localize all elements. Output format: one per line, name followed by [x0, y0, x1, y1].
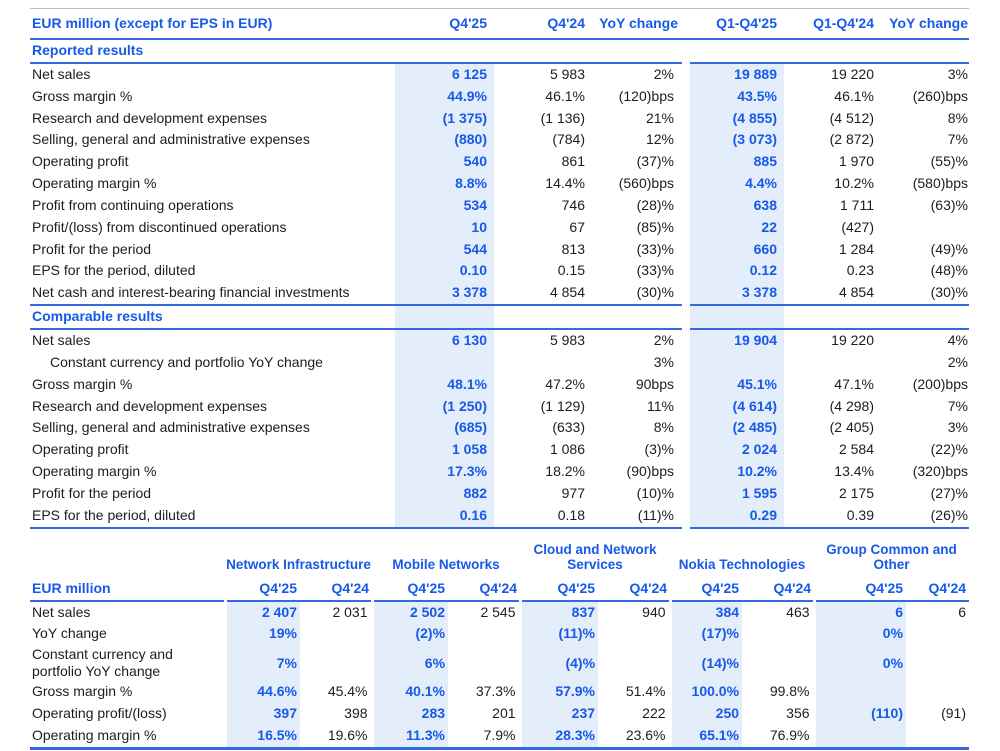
value-cell: 2% [947, 353, 968, 370]
table-row [30, 483, 969, 505]
value-cell: 0.10 [395, 260, 494, 282]
value-cell: 51.4% [625, 683, 666, 700]
value-cell: (37)% [636, 153, 674, 170]
value-cell: 65.1% [670, 725, 742, 748]
row-label: Gross margin % [32, 87, 133, 104]
value-cell: 8% [947, 109, 968, 126]
value-cell: 22 [686, 217, 784, 239]
row-label: Constant currency and portfolio YoY change [50, 353, 323, 370]
value-cell: 283 [372, 703, 448, 725]
value-cell: (26)% [882, 505, 969, 528]
value-cell: 201 [492, 705, 516, 722]
value-cell: (2 405) [829, 419, 874, 436]
value-cell: 1 970 [838, 153, 874, 170]
value-cell: (2)% [372, 623, 448, 645]
value-cell [882, 217, 969, 239]
value-cell: (560)bps [618, 175, 674, 192]
value-cell [300, 623, 372, 645]
value-cell [395, 352, 494, 374]
period-header: Q4'24 [906, 576, 969, 601]
value-cell: 0.16 [395, 505, 494, 528]
value-cell: (10)% [636, 484, 674, 501]
value-cell: 1 284 [838, 240, 874, 257]
value-cell: 4% [947, 331, 968, 348]
value-cell: 940 [642, 603, 666, 620]
corner-spacer [30, 535, 225, 576]
group-header-row [30, 535, 969, 576]
value-cell: (85)% [636, 218, 674, 235]
value-cell: 0.15 [557, 262, 585, 279]
value-cell: (320)bps [912, 463, 968, 480]
table-row [30, 260, 969, 282]
value-cell: 3% [947, 65, 968, 82]
value-cell: 222 [642, 705, 666, 722]
period-header: Q4'24 [598, 576, 670, 601]
value-cell: 356 [786, 705, 810, 722]
value-cell: 837 [520, 601, 598, 624]
value-cell: (33)% [636, 262, 674, 279]
value-cell: (4)% [520, 645, 598, 681]
value-cell: 5 983 [549, 65, 585, 82]
value-cell: 0.23 [846, 262, 874, 279]
value-cell: 0% [814, 645, 906, 681]
row-label: Research and development expenses [32, 109, 268, 126]
table-row [30, 329, 969, 352]
value-cell: 0.29 [686, 505, 784, 528]
value-cell: 16.5% [225, 725, 300, 748]
row-label: Operating profit/(loss) [32, 705, 167, 722]
value-cell [448, 645, 520, 681]
value-cell [742, 623, 814, 645]
value-cell [395, 39, 494, 63]
table-row [30, 417, 969, 439]
period-header: Q4'24 [448, 576, 520, 601]
value-cell: 2% [653, 65, 674, 82]
column-header: Q4'24 [494, 9, 593, 40]
value-cell: 10.2% [834, 175, 874, 192]
value-cell: 5 983 [549, 331, 585, 348]
value-cell: (48)% [930, 262, 968, 279]
value-cell [686, 39, 784, 63]
value-cell: 0.12 [686, 260, 784, 282]
value-cell: 882 [395, 483, 494, 505]
value-cell [784, 305, 882, 329]
value-cell [593, 305, 686, 329]
value-cell: 544 [395, 239, 494, 261]
value-cell: 44.6% [225, 681, 300, 703]
column-header: YoY change [882, 9, 969, 40]
value-cell [784, 352, 882, 374]
value-cell: 1 058 [395, 439, 494, 461]
consolidated-table-body [30, 39, 969, 528]
value-cell: 57.9% [520, 681, 598, 703]
value-cell: 6 130 [395, 329, 494, 352]
table-row [30, 681, 969, 703]
value-cell: (27)% [930, 484, 968, 501]
value-cell: 977 [561, 484, 585, 501]
value-cell: 19 889 [686, 63, 784, 86]
value-cell: 28.3% [520, 725, 598, 748]
value-cell [494, 352, 593, 374]
value-cell: 12% [645, 131, 674, 148]
value-cell: 19 220 [831, 65, 874, 82]
value-cell: 48.1% [395, 374, 494, 396]
value-cell: (1 250) [395, 396, 494, 418]
value-cell: 4 854 [838, 284, 874, 301]
value-cell: 2 584 [838, 441, 874, 458]
value-cell: 13.4% [834, 463, 874, 480]
table-row [30, 108, 969, 130]
period-header-row [30, 576, 969, 601]
group-header: Cloud and Network Services [533, 541, 657, 573]
group-header: Group Common and Other [826, 541, 957, 573]
value-cell: 19.6% [300, 725, 372, 748]
value-cell [906, 623, 969, 645]
value-cell: 2 175 [838, 484, 874, 501]
value-cell: (63)% [930, 196, 968, 213]
value-cell: 23.6% [598, 725, 670, 748]
value-cell: 250 [670, 703, 742, 725]
value-cell: 40.1% [372, 681, 448, 703]
group-header: Mobile Networks [392, 557, 500, 573]
period-header: Q4'25 [814, 576, 906, 601]
corner-label: EUR million [30, 576, 225, 601]
value-cell: 8.8% [395, 173, 494, 195]
value-cell: 2 502 [372, 601, 448, 624]
value-cell: (1 129) [540, 397, 585, 414]
value-cell: 3 378 [686, 282, 784, 305]
value-cell: 4.4% [686, 173, 784, 195]
row-label: Profit for the period [32, 240, 152, 257]
value-cell: 19% [225, 623, 300, 645]
value-cell: 7% [947, 397, 968, 414]
value-cell: (28)% [636, 196, 674, 213]
row-label: YoY change [32, 625, 107, 642]
value-cell: 463 [786, 603, 810, 620]
value-cell: (1 136) [540, 109, 585, 126]
value-cell: 0.18 [494, 505, 593, 528]
value-cell: 14.4% [545, 175, 585, 192]
value-cell: 99.8% [769, 683, 810, 700]
row-label: Operating margin % [30, 725, 225, 748]
value-cell: 237 [520, 703, 598, 725]
value-cell [814, 725, 906, 748]
section-title: Comparable results [30, 305, 395, 329]
value-cell: 6% [372, 645, 448, 681]
table-row [30, 352, 969, 374]
period-header: Q4'25 [225, 576, 300, 601]
value-cell: 7% [225, 645, 300, 681]
table-row [30, 239, 969, 261]
value-cell [494, 305, 593, 329]
value-cell: (633) [552, 419, 585, 436]
value-cell: 2 031 [332, 603, 368, 620]
consolidated-table-header [30, 9, 969, 40]
value-cell: 46.1% [545, 87, 585, 104]
value-cell: 861 [561, 153, 585, 170]
period-header: Q4'25 [670, 576, 742, 601]
table-row [30, 461, 969, 483]
value-cell: (30)% [636, 284, 674, 301]
value-cell: 2 407 [225, 601, 300, 624]
value-cell: 6 125 [395, 63, 494, 86]
value-cell [742, 645, 814, 681]
row-label: Research and development expenses [32, 397, 268, 414]
value-cell: (14)% [670, 645, 742, 681]
group-header: Network Infrastructure [226, 557, 371, 573]
section-title: Reported results [30, 39, 395, 63]
value-cell: 67 [569, 218, 585, 235]
row-label: Operating profit [32, 441, 129, 458]
value-cell [395, 305, 494, 329]
value-cell: 17.3% [395, 461, 494, 483]
value-cell: (685) [395, 417, 494, 439]
segment-table-header [30, 535, 969, 601]
value-cell: 47.1% [834, 375, 874, 392]
column-header: Q1-Q4'24 [784, 9, 882, 40]
value-cell: 7% [947, 131, 968, 148]
value-cell: 397 [225, 703, 300, 725]
value-cell [494, 39, 593, 63]
row-label: Selling, general and administrative expenses [32, 419, 310, 436]
value-cell: 534 [395, 195, 494, 217]
value-cell [593, 39, 686, 63]
value-cell: (880) [395, 129, 494, 151]
value-cell [598, 645, 670, 681]
value-cell: 1 595 [686, 483, 784, 505]
value-cell: 21% [645, 109, 674, 126]
table-row [30, 725, 969, 748]
row-label: EPS for the period, diluted [30, 505, 395, 528]
value-cell: 90bps [635, 375, 674, 392]
group-header: Nokia Technologies [678, 557, 806, 573]
value-cell: (30)% [930, 284, 968, 301]
value-cell: 885 [686, 151, 784, 173]
value-cell: 47.2% [545, 375, 585, 392]
segment-table-body [30, 601, 969, 749]
row-label: Net sales [32, 65, 91, 82]
value-cell: 3% [947, 419, 968, 436]
value-cell: (580)bps [912, 175, 968, 192]
row-label: Operating margin % [32, 463, 157, 480]
value-cell [686, 352, 784, 374]
value-cell: (3 073) [686, 129, 784, 151]
table-row [30, 703, 969, 725]
value-cell: (784) [552, 131, 585, 148]
row-label: Selling, general and administrative expenses [32, 131, 310, 148]
table-row [30, 601, 969, 624]
value-cell [598, 623, 670, 645]
value-cell: 540 [395, 151, 494, 173]
value-cell [906, 725, 969, 748]
value-cell: 19 904 [686, 329, 784, 352]
period-header: Q4'24 [300, 576, 372, 601]
value-cell [686, 305, 784, 329]
consolidated-results-table [30, 8, 969, 529]
row-label: Constant currency and portfolio YoY change [32, 645, 173, 680]
value-cell: 3% [653, 353, 674, 370]
value-cell: 4 854 [549, 284, 585, 301]
column-header: Q4'25 [395, 9, 494, 40]
value-cell: 6 [814, 601, 906, 624]
value-cell: 398 [344, 705, 368, 722]
value-cell: 45.4% [327, 683, 368, 700]
value-cell: (11)% [593, 505, 686, 528]
value-cell [300, 645, 372, 681]
table-row [30, 173, 969, 195]
value-cell: 100.0% [670, 681, 742, 703]
row-label: Operating profit [32, 153, 129, 170]
value-cell: (49)% [930, 240, 968, 257]
column-header: Q1-Q4'25 [686, 9, 784, 40]
section-title-row [30, 39, 969, 63]
value-cell: 45.1% [686, 374, 784, 396]
row-label: Gross margin % [32, 375, 133, 392]
table-row [30, 151, 969, 173]
value-cell: (4 512) [829, 109, 874, 126]
value-cell: (1 375) [395, 108, 494, 130]
period-header: Q4'25 [520, 576, 598, 601]
value-cell: 46.1% [834, 87, 874, 104]
value-cell: (4 855) [686, 108, 784, 130]
value-cell: (200)bps [912, 375, 968, 392]
table-row [30, 623, 969, 645]
value-cell: 18.2% [545, 463, 585, 480]
value-cell: (90)bps [626, 463, 674, 480]
value-cell [882, 305, 969, 329]
value-cell: 813 [561, 240, 585, 257]
value-cell: 1 711 [840, 196, 874, 213]
value-cell: (260)bps [912, 87, 968, 104]
value-cell: 11.3% [372, 725, 448, 748]
table-row [30, 396, 969, 418]
value-cell: 37.3% [475, 683, 516, 700]
row-label: Net sales [32, 331, 91, 348]
value-cell: 10.2% [686, 461, 784, 483]
value-cell: 384 [670, 601, 742, 624]
value-cell: 76.9% [742, 725, 814, 748]
value-cell: (2 872) [829, 131, 874, 148]
value-cell: 660 [686, 239, 784, 261]
row-label: Profit for the period [32, 484, 152, 501]
value-cell: (110) [814, 703, 906, 725]
value-cell: 0.39 [784, 505, 882, 528]
table-row [30, 86, 969, 108]
row-label: Net cash and interest-bearing financial investments [32, 284, 350, 301]
value-cell: 2 545 [480, 603, 516, 620]
value-cell: 10 [395, 217, 494, 239]
value-cell [448, 623, 520, 645]
value-cell: 1 086 [549, 441, 585, 458]
table-row [30, 374, 969, 396]
value-cell: (22)% [930, 441, 968, 458]
column-header: EUR million (except for EPS in EUR) [30, 9, 395, 40]
section-title-row [30, 305, 969, 329]
value-cell [784, 39, 882, 63]
value-cell: 44.9% [395, 86, 494, 108]
value-cell [814, 681, 906, 703]
table-row [30, 505, 969, 528]
table-row [30, 217, 969, 239]
value-cell: (33)% [636, 240, 674, 257]
value-cell: 3 378 [395, 282, 494, 305]
value-cell: (120)bps [618, 87, 674, 104]
value-cell: (55)% [930, 153, 968, 170]
value-cell [906, 681, 969, 703]
value-cell: 0% [814, 623, 906, 645]
value-cell: 7.9% [448, 725, 520, 748]
row-label: EPS for the period, diluted [32, 262, 196, 279]
value-cell: 11% [647, 397, 674, 414]
value-cell: 2 024 [686, 439, 784, 461]
value-cell: (11)% [520, 623, 598, 645]
value-cell: (4 298) [829, 397, 874, 414]
value-cell: (17)% [670, 623, 742, 645]
row-label: Gross margin % [32, 683, 133, 700]
value-cell [882, 39, 969, 63]
column-header: YoY change [593, 9, 686, 40]
value-cell: (3)% [644, 441, 674, 458]
table-row [30, 195, 969, 217]
financial-results-page [30, 8, 969, 750]
value-cell: (4 614) [686, 396, 784, 418]
value-cell: (2 485) [686, 417, 784, 439]
table-row [30, 63, 969, 86]
value-cell [906, 645, 969, 681]
period-header: Q4'25 [372, 576, 448, 601]
row-label: Profit/(loss) from discontinued operations [32, 218, 287, 235]
value-cell: (427) [841, 218, 874, 235]
value-cell: 746 [561, 196, 585, 213]
table-row [30, 439, 969, 461]
table-row [30, 282, 969, 305]
value-cell: 2% [653, 331, 674, 348]
row-label: Net sales [32, 603, 91, 620]
value-cell: 638 [686, 195, 784, 217]
row-label: Profit from continuing operations [32, 196, 234, 213]
period-header: Q4'24 [742, 576, 814, 601]
segment-results-table [30, 535, 969, 750]
value-cell: 19 220 [831, 331, 874, 348]
value-cell: 8% [653, 419, 674, 436]
table-row [30, 129, 969, 151]
value-cell: 43.5% [686, 86, 784, 108]
table-row [30, 645, 969, 681]
value-cell: (91) [941, 705, 967, 722]
row-label: Operating margin % [32, 175, 157, 192]
value-cell: 6 [958, 603, 967, 620]
